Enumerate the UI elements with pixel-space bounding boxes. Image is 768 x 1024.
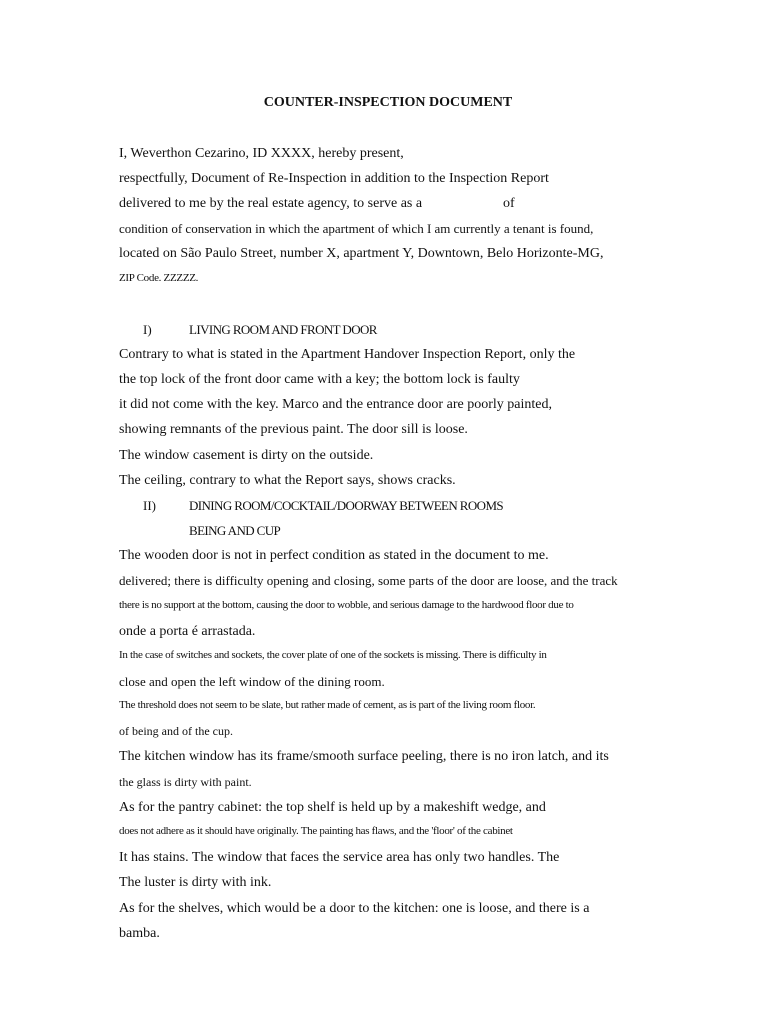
section-1-line: The ceiling, contrary to what the Report says, shows cracks. <box>119 473 456 488</box>
intro-line: delivered to me by the real estate agency, to serve as a <box>119 196 423 211</box>
section-2-line: The threshold does not seem to be slate, but rather made of cement, as is part of the living room floor. <box>119 699 536 711</box>
section-2-line: The kitchen window has its frame/smooth surface peeling, there is no iron latch, and its <box>119 749 609 764</box>
section-1-line: it did not come with the key. Marco and the entrance door are poorly painted, <box>119 397 552 412</box>
section-2-number: II) <box>143 498 156 513</box>
section-2-heading-continued: BEING AND CUP <box>189 523 281 538</box>
section-2-line: onde a porta é arrastada. <box>119 624 256 639</box>
section-1-line: the top lock of the front door came with a key; the bottom lock is faulty <box>119 372 520 387</box>
section-1-line: showing remnants of the previous paint. The door sill is loose. <box>119 422 468 437</box>
intro-line: I, Weverthon Cezarino, ID XXXX, hereby present, <box>119 146 404 161</box>
section-2-line: the glass is dirty with paint. <box>119 775 252 789</box>
intro-line: condition of conservation in which the apartment of which I am currently a tenant is found, <box>119 221 594 236</box>
section-1-heading: LIVING ROOM AND FRONT DOOR <box>189 322 377 337</box>
section-2-line: does not adhere as it should have originally. The painting has flaws, and the 'floor' of the cabinet <box>119 825 513 837</box>
section-1-line: The window casement is dirty on the outside. <box>119 448 374 463</box>
section-2-line: As for the shelves, which would be a door to the kitchen: one is loose, and there is a <box>119 901 590 916</box>
section-2-heading: DINING ROOM/COCKTAIL/DOORWAY BETWEEN ROOMS <box>189 498 504 513</box>
section-2-line: there is no support at the bottom, causing the door to wobble, and serious damage to the hardwood floor due to <box>119 599 574 611</box>
intro-line: ZIP Code. ZZZZZ. <box>119 272 199 284</box>
section-1-number: I) <box>143 322 152 337</box>
intro-line-end: of <box>503 196 515 211</box>
document-title: COUNTER-INSPECTION DOCUMENT <box>263 95 513 110</box>
section-2-line: close and open the left window of the dining room. <box>119 674 385 689</box>
section-1-line: Contrary to what is stated in the Apartment Handover Inspection Report, only the <box>119 347 576 362</box>
section-2-line: In the case of switches and sockets, the cover plate of one of the sockets is missing. There is difficulty in <box>119 649 547 661</box>
intro-line: located on São Paulo Street, number X, apartment Y, Downtown, Belo Horizonte-MG, <box>119 246 604 261</box>
section-2-line: It has stains. The window that faces the service area has only two handles. The <box>119 850 560 865</box>
section-2-line: of being and of the cup. <box>119 724 233 738</box>
section-2-line: bamba. <box>119 926 160 941</box>
intro-line: respectfully, Document of Re-Inspection in addition to the Inspection Report <box>119 171 549 186</box>
section-2-line: The wooden door is not in perfect condition as stated in the document to me. <box>119 548 549 563</box>
section-2-line: As for the pantry cabinet: the top shelf is held up by a makeshift wedge, and <box>119 800 546 815</box>
section-2-line: The luster is dirty with ink. <box>119 875 272 890</box>
section-2-line: delivered; there is difficulty opening and closing, some parts of the door are loose, and the track <box>119 573 618 588</box>
